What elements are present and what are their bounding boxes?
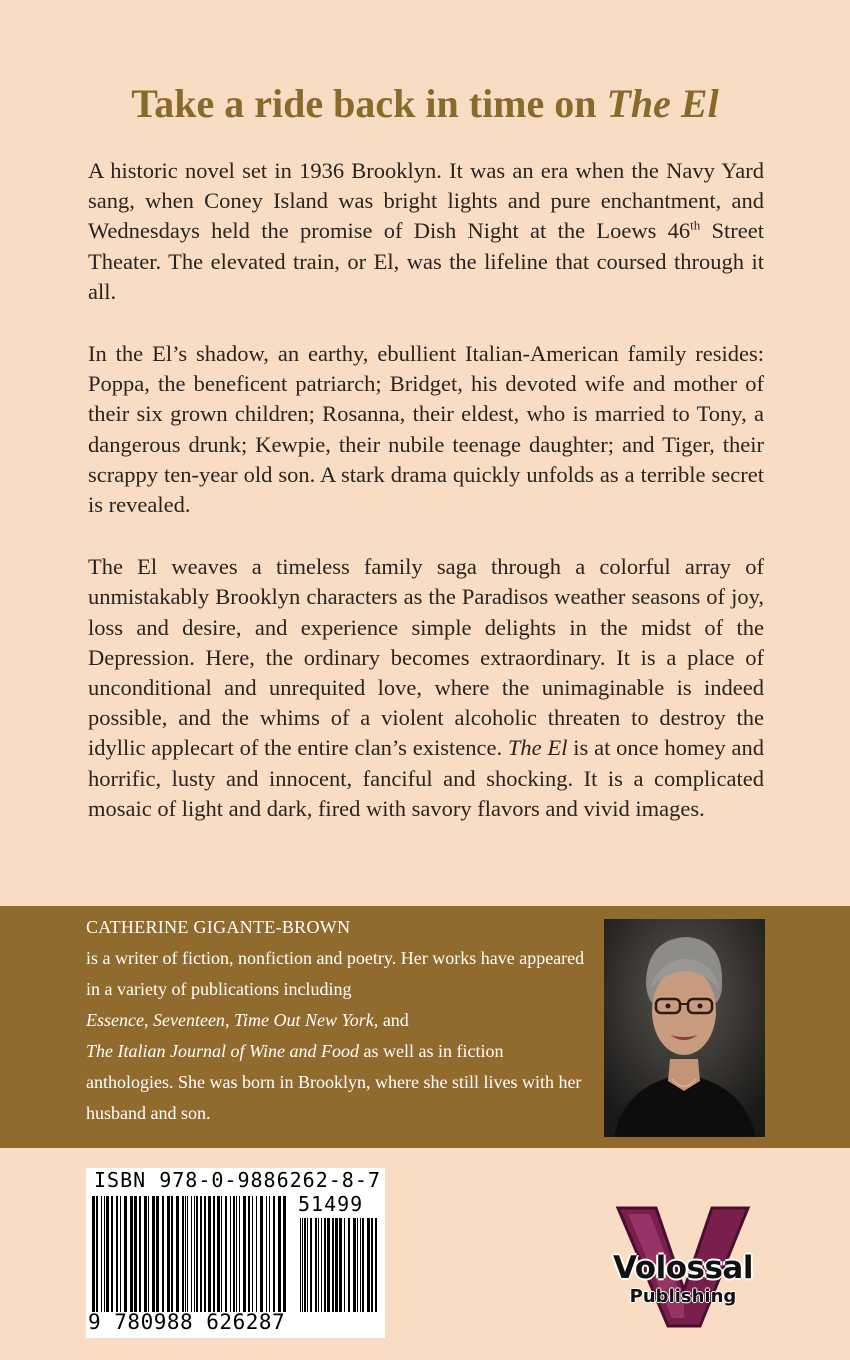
barcode-bar [187,1196,188,1312]
publisher-logo [588,1200,778,1330]
barcode-bar [339,1218,342,1312]
barcode-bar [283,1196,286,1312]
addon-barcode-bars [300,1218,378,1312]
barcode-bar [310,1218,312,1312]
p1-superscript: th [690,217,701,233]
price-code: 51499 [298,1192,364,1216]
main-barcode-bars [92,1196,290,1312]
barcode-bar [367,1218,370,1312]
description-paragraph-1 [88,156,764,307]
book-title [0,80,850,127]
barcode-bar [200,1196,202,1312]
barcode-bar [256,1196,257,1312]
barcode-bar [144,1196,147,1312]
barcode-bar [252,1196,253,1312]
barcode-bar [307,1218,308,1312]
barcode-bar [213,1196,215,1312]
barcode-bar [196,1196,198,1312]
author-bio [86,912,586,1129]
barcode-bar [225,1196,227,1312]
barcode-bar [191,1196,192,1312]
barcode-bar [101,1196,102,1312]
barcode-bar [332,1218,334,1312]
barcode-bar [208,1196,211,1312]
barcode-bar [318,1218,319,1312]
barcode-bar [360,1218,361,1312]
p3-italic: The El [507,735,568,761]
author-name: CATHERINE GIGANTE-BROWN [86,917,351,937]
barcode-bar [362,1218,364,1312]
barcode-bar [204,1196,206,1312]
barcode-bar [156,1196,159,1312]
barcode-bar [96,1196,98,1312]
barcode-bar [344,1218,345,1312]
isbn-barcode [86,1168,385,1338]
barcode-bar [104,1196,105,1312]
bio-separator-3: and [378,1010,409,1030]
title-italic: The El [606,81,719,126]
p1-text-b: Street Theater. The elevated train, or El, was the lifeline that coursed through it all. [88,218,764,304]
barcode-bar [162,1196,164,1312]
barcode-bar [371,1218,373,1312]
pub-seventeen: Seventeen [152,1010,225,1030]
author-photo [604,919,765,1137]
pub-timeout: Time Out New York, [233,1010,379,1030]
barcode-bar [167,1196,170,1312]
isbn-label: ISBN 978-0-9886262-8-7 [94,1168,381,1192]
barcode-bar [315,1218,317,1312]
author-portrait-image [604,919,765,1137]
barcode-bar [327,1218,330,1312]
barcode-bar [266,1196,267,1312]
barcode-bar [134,1196,137,1312]
pub-essence: Essence [86,1010,144,1030]
barcode-bar [171,1196,173,1312]
barcode-bar [106,1196,109,1312]
barcode-bar [321,1218,322,1312]
barcode-bar [269,1196,270,1312]
barcode-bar [152,1196,155,1312]
barcode-bar [248,1196,250,1312]
barcode-bar [182,1196,184,1312]
p3-text-b: is at once homey and horrific, lusty and innocent, fanciful and shocking. It is a complicated mosaic of light and dark, fired with savory flavors and vivid images. [88,735,764,821]
barcode-bar [239,1196,240,1312]
barcode-bar [233,1196,235,1312]
barcode-bar [139,1196,141,1312]
barcode-bar [304,1218,306,1312]
barcode-bar [357,1218,358,1312]
pub-italian-journal: The Italian Journal of Wine and Food [86,1041,359,1061]
barcode-bar [324,1218,326,1312]
barcode-bar [185,1196,186,1312]
barcode-bar [302,1218,303,1312]
barcode-bar [221,1196,222,1312]
barcode-bar [217,1196,220,1312]
barcode-bar [111,1196,113,1312]
barcode-bar [300,1218,301,1312]
barcode-bar [348,1218,350,1312]
p3-text-a: The El weaves a timeless family saga through a colorful array of unmistakably Brooklyn characters as the Paradisos weather seasons of joy, loss and desire, and experience simple delights in the midst of the Depression. Here, the ordinary becomes extraordinary. It is a place of unconditional and unrequited love, where the unimaginable is indeed possible, and the whims of a violent alcoholic threaten to destroy the idyllic applecart of the entire clan’s existence. [88,554,764,761]
barcode-bar [130,1196,133,1312]
barcode-bar [230,1196,231,1312]
barcode-bar [243,1196,246,1312]
bio-separator-2: , [224,1010,234,1030]
barcode-bar [92,1196,95,1312]
author-bio-text [86,943,586,1129]
publisher-name: Volossal [613,1250,753,1286]
barcode-bar [335,1218,338,1312]
barcode-bar [278,1196,281,1312]
barcode-bar [148,1196,149,1312]
barcode-bar [236,1196,237,1312]
barcode-bar [375,1218,377,1312]
book-description [88,156,764,824]
barcode-bar [353,1218,356,1312]
bio-separator-1: , [143,1010,153,1030]
barcode-bar [176,1196,179,1312]
barcode-bar [120,1196,121,1312]
description-paragraph-2: In the El’s shadow, an earthy, ebullient Italian-American family resides: Poppa, the beneficent patriarch; Bridget, his devoted wife and mother of their six grown children; Rosanna, their eldest, who is married to Tony, a dangerous drunk; Kewpie, their nubile teenage daughter; and Tiger, their scrappy ten-year old son. A stark drama quickly unfolds as a terrible secret is revealed. [88,341,764,518]
bio-line-2: as well as in fiction anthologies. She was born in Brooklyn, where she still lives with her husband and son. [86,1041,582,1123]
p1-text-a: A historic novel set in 1936 Brooklyn. It was an era when the Navy Yard sang, when Coney Island was bright lights and pure enchantment, and Wednesdays held the promise of Dish Night at the Loews 46 [88,158,764,244]
title-prefix: Take a ride back in time on [131,81,607,126]
bio-line-1: is a writer of fiction, nonfiction and poetry. Her works have appeared in a variety of publications including [86,948,585,999]
barcode-bar [273,1196,275,1312]
barcode-bar [116,1196,118,1312]
barcode-number: 9 780988 626287 [88,1310,286,1334]
barcode-bar [194,1196,195,1312]
publisher-sub: Publishing [629,1286,737,1307]
barcode-bar [124,1196,127,1312]
barcode-bar [260,1196,263,1312]
description-paragraph-3 [88,552,764,824]
